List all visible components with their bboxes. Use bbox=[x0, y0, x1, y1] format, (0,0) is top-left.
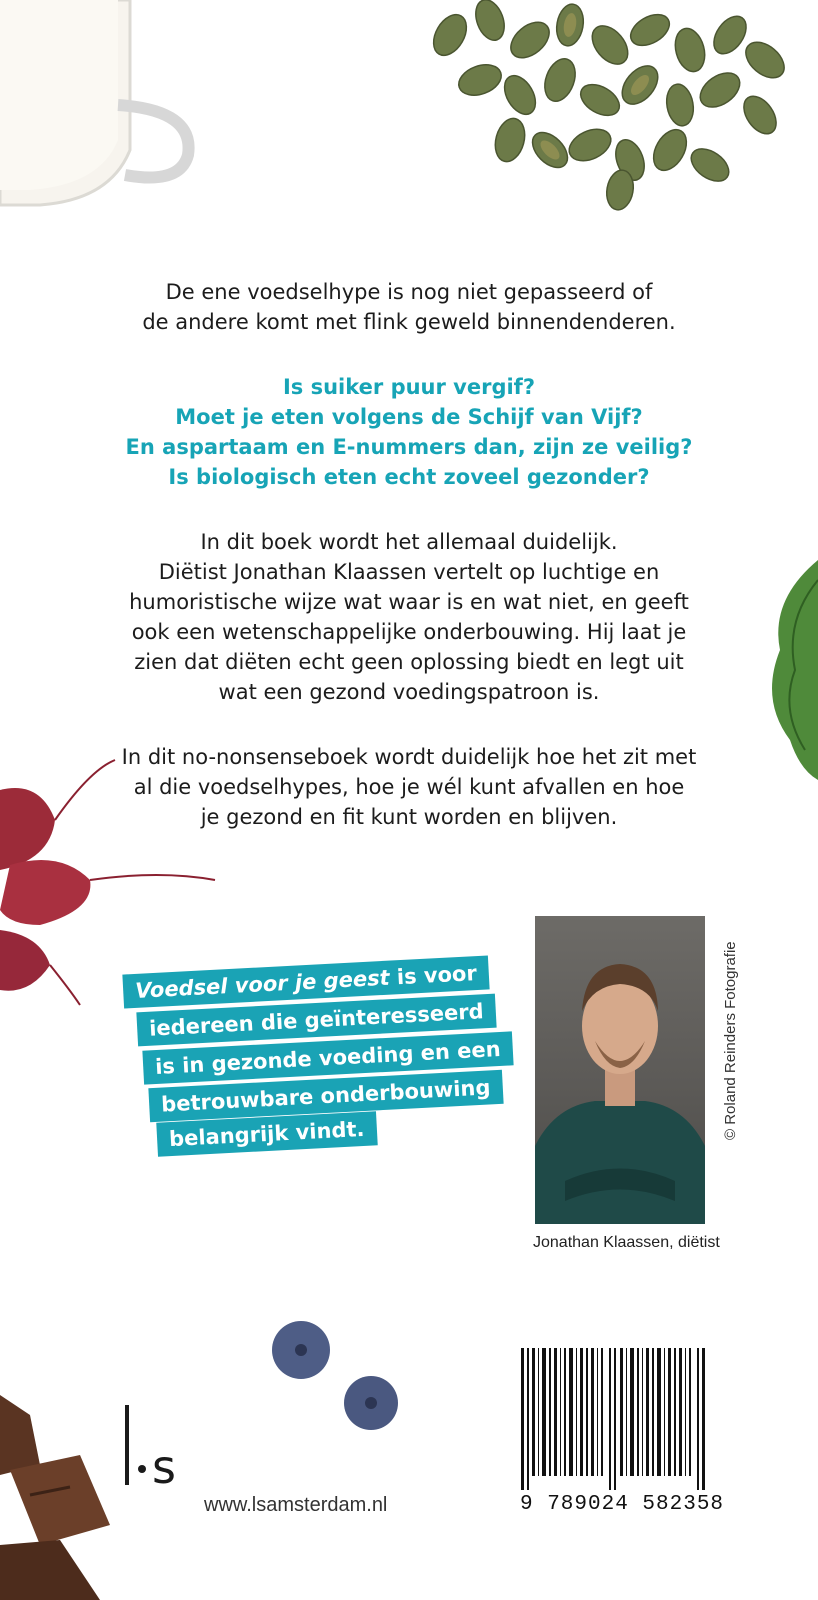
question-line: En aspartaam en E-nummers dan, zijn ze veilig? bbox=[125, 435, 693, 459]
body-line: In dit no-nonsenseboek wordt duidelijk hoe het zit met bbox=[121, 745, 697, 769]
question-line: Is suiker puur vergif? bbox=[282, 375, 536, 399]
body-line: Diëtist Jonathan Klaassen vertelt op luchtige en bbox=[158, 560, 660, 584]
body-line: In dit boek wordt het allemaal duidelijk. bbox=[200, 530, 618, 554]
quote-line: belangrijk vindt. bbox=[156, 1111, 377, 1156]
body-line: ook een wetenschappelijke onderbouwing. Hij laat je bbox=[131, 620, 687, 644]
quote-line: is in gezonde voeding en een bbox=[142, 1031, 513, 1084]
publisher-url[interactable]: www.lsamsterdam.nl bbox=[204, 1494, 388, 1516]
body-line: humoristische wijze wat waar is en wat niet, en geeft bbox=[129, 590, 689, 614]
intro-text bbox=[0, 277, 818, 337]
barcode-number: 9 789024 582358 bbox=[520, 1493, 725, 1516]
svg-text:s: s bbox=[152, 1440, 176, 1485]
body-line: zien dat diëten echt geen oplossing biedt en legt uit bbox=[134, 650, 684, 674]
blueberries-image bbox=[268, 1318, 408, 1438]
questions-block bbox=[0, 372, 818, 492]
author-photo bbox=[535, 916, 705, 1224]
publisher-logo bbox=[125, 1405, 197, 1485]
quote-line: betrouwbare onderbouwing bbox=[148, 1070, 503, 1122]
quote-banner bbox=[123, 961, 513, 1175]
body-line: wat een gezond voedingspatroon is. bbox=[218, 680, 600, 704]
question-line: Is biologisch eten echt zoveel gezonder? bbox=[168, 465, 650, 489]
book-title: Voedsel voor je geest bbox=[134, 965, 391, 1003]
milk-jug-image bbox=[0, 0, 200, 220]
pumpkin-seeds-image bbox=[420, 0, 800, 215]
photo-credit: © Roland Reinders Fotografie bbox=[722, 941, 739, 1140]
intro-line: de andere komt met flink geweld binnendenderen. bbox=[142, 310, 676, 334]
quote-line: iedereen die geïnteresseerd bbox=[136, 994, 496, 1047]
barcode bbox=[521, 1348, 707, 1490]
body-line: al die voedselhypes, hoe je wél kunt afvallen en hoe bbox=[133, 775, 685, 799]
author-caption: Jonathan Klaassen, diëtist bbox=[533, 1234, 720, 1251]
question-line: Moet je eten volgens de Schijf van Vijf? bbox=[175, 405, 643, 429]
intro-line: De ene voedselhype is nog niet gepasseerd of bbox=[165, 280, 653, 304]
chocolate-image bbox=[0, 1395, 140, 1600]
body-paragraph-2 bbox=[0, 742, 818, 832]
body-paragraph-1 bbox=[0, 527, 818, 707]
body-line: je gezond en fit kunt worden en blijven. bbox=[200, 805, 618, 829]
quote-text: is voor bbox=[388, 961, 478, 990]
